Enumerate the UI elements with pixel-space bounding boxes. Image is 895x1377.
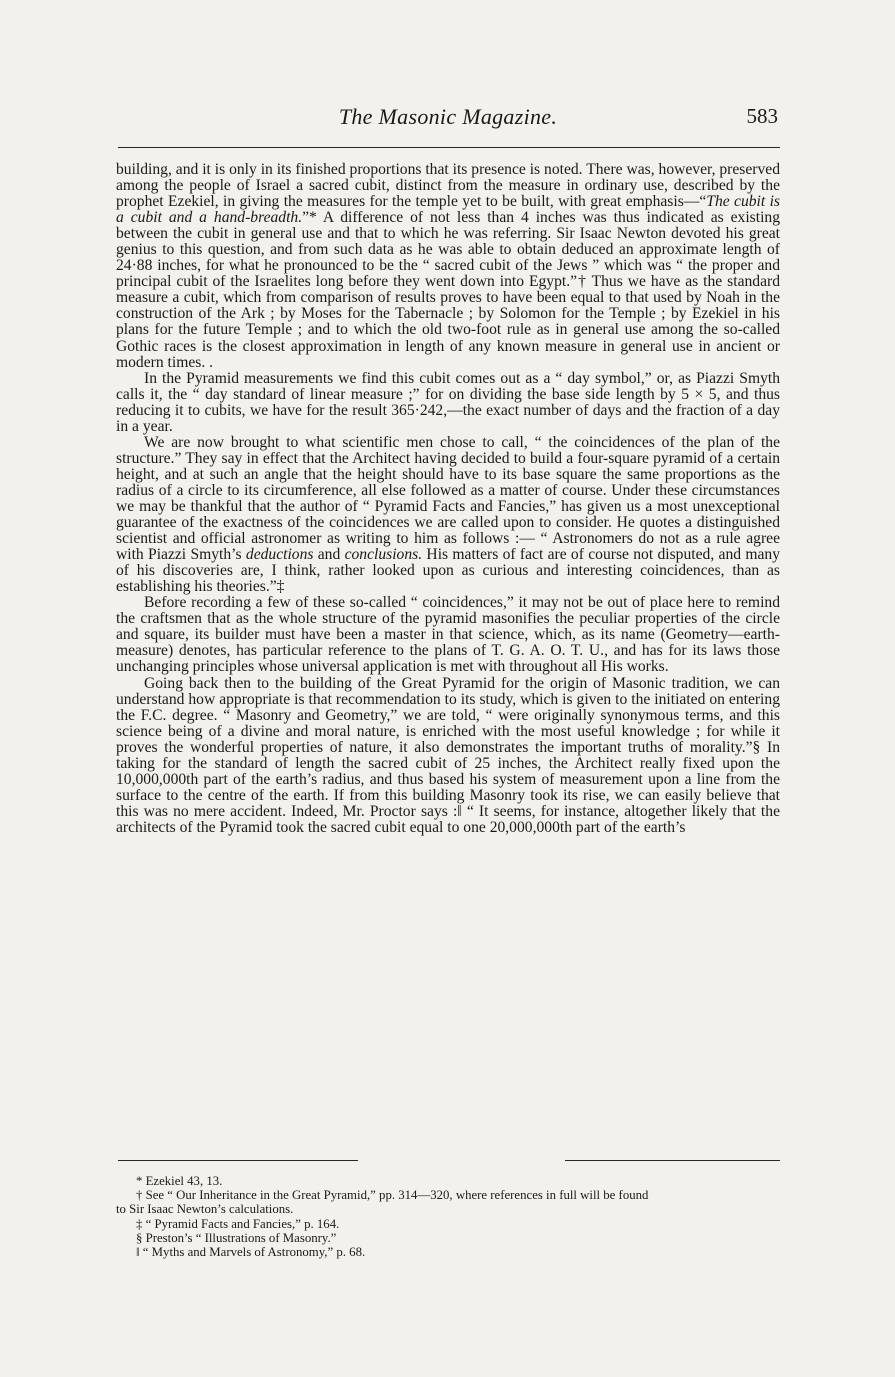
header-rule [118,147,780,148]
running-header [118,104,778,138]
italic-word: conclusions. [344,546,423,564]
footnote-2: † See “ Our Inheritance in the Great Pyramid,” pp. 314—320, where references in full will be found [136,1188,649,1203]
text-run: ”* A difference of not less than 4 inches was thus indicated as existing between the cubit in general use and that to which he was referring. Sir Isaac Newton devoted his great genius to this question, and from such data as he was able to obtain deduced an approximate length of 24·88 inches, for what he pronounced to be the “ sacred cubit of the Jews ” which was “ the proper and principal cubit of the Israelites long before they went down into Egypt.”† Thus we have as the standard measure a cubit, which from comparison of results proves to have been equal to that used by Noah in the construction of the Ark ; by Moses for the Tabernacle ; by Solomon for the Temple ; by Ezekiel in his plans for the future Temple ; and to which the old two-foot rule as in general use among the so-called Gothic races is the closest approximation in length of any known measure in general use in ancient or modern times. . [116,209,781,371]
footnotes [116,1174,780,1259]
magazine-title: The Masonic Magazine. [338,104,558,129]
text-run: We are now brought to what scientific men chose to call, “ the coincidences of the plan of the structure.” They say in effect that the Architect having decided to build a four-square pyramid of a certain height, and at such an angle that the height should have to its base square the same proportions as the radius of a circle to its circumference, all else followed as a matter of course. Under these circumstances we may be thankful that the author of “ Pyramid Facts and Fancies,” has given us a most unexceptional guarantee of the exactness of the coincidences we are called upon to consider. He quotes a distinguished scientist and official astronomer as writing to him as follows :— “ Astronomers do not as a rule agree with Piazzi Smyth’s [116,433,780,564]
footnote-4: § Preston’s “ Illustrations of Masonry.” [136,1230,337,1245]
page-number: 583 [746,104,778,128]
italic-word: deductions [245,546,314,564]
paragraph-coincidences [116,435,780,595]
paragraph-masonic-tradition: Going back then to the building of the Great Pyramid for the origin of Masonic tradition, we can understand how appropriate is that recommendation to its study, which is given to the initiated on entering the F.C. degree. “ Masonry and Geometry,” we are told, “ were originally synonymous terms, and this science being of a divine and moral nature, is enriched with the most useful knowledge ; for while it proves the wonderful properties of nature, it also demonstrates the important truths of morality.”§ In taking for the standard of length the sacred cubit of 25 inches, the Architect really fixed upon the 10,000,000th part of the earth’s radius, and thus based his system of measurement upon a line from the surface to the centre of the earth. If from this building Masonry took its rise, we can easily believe that this was no mere accident. Indeed, Mr. Proctor says :‖ “ It seems, for instance, altogether likely that the architects of the Pyramid took the sacred cubit equal to one 20,000,000th part of the earth’s [116,674,780,836]
paragraph-craftsmen: Before recording a few of these so-called “ coincidences,” it may not be out of place here to remind the craftsmen that as the whole structure of the pyramid masonifies the peculiar properties of the circle and square, its builder must have been a master in that science, which, as its name (Geometry—earth-measure) denotes, has particular reference to the plans of T. G. A. O. T. U., and has for its laws those unchanging principles whose universal application is met with throughout all His works. [116,594,780,676]
text-run: His matters of fact are of course not disputed, and many of his discoveries are, I think, rather looked upon as curious and interesting coincidences, than as establishing his theories.”‡ [116,546,780,596]
footnote-rule-left [118,1160,358,1161]
footnote-1: * Ezekiel 43, 13. [136,1174,223,1188]
footnote-5: ‖ “ Myths and Marvels of Astronomy,” p. 68. [136,1245,366,1260]
italic-quote: The cubit is a cubit and a hand-breadth. [116,193,780,227]
footnote-rule-right [565,1160,780,1161]
text-run: and [313,546,345,564]
paragraph-day-symbol: In the Pyramid measurements we find this cubit comes out as a “ day symbol,” or, as Piazzi Smyth calls it, the “ day standard of linear measure ;” for on dividing the base side length by 5 × 5, and thus reducing it to cubits, we have for the result 365·242,—the exact number of days and the fraction of a day in a year. [116,369,780,435]
text-run: building, and it is only in its finished proportions that its presence is noted. There was, however, preserved among the people of Israel a sacred cubit, distinct from the measure in ordinary use, described by the prophet Ezekiel, in giving the measures for the temple yet to be built, with great emphasis—“ [116,161,780,211]
article-body [116,162,780,836]
paragraph-cubit [116,162,780,371]
footnote-2-continued: to Sir Isaac Newton’s calculations. [116,1202,294,1217]
footnote-3: ‡ “ Pyramid Facts and Fancies,” p. 164. [136,1216,340,1231]
